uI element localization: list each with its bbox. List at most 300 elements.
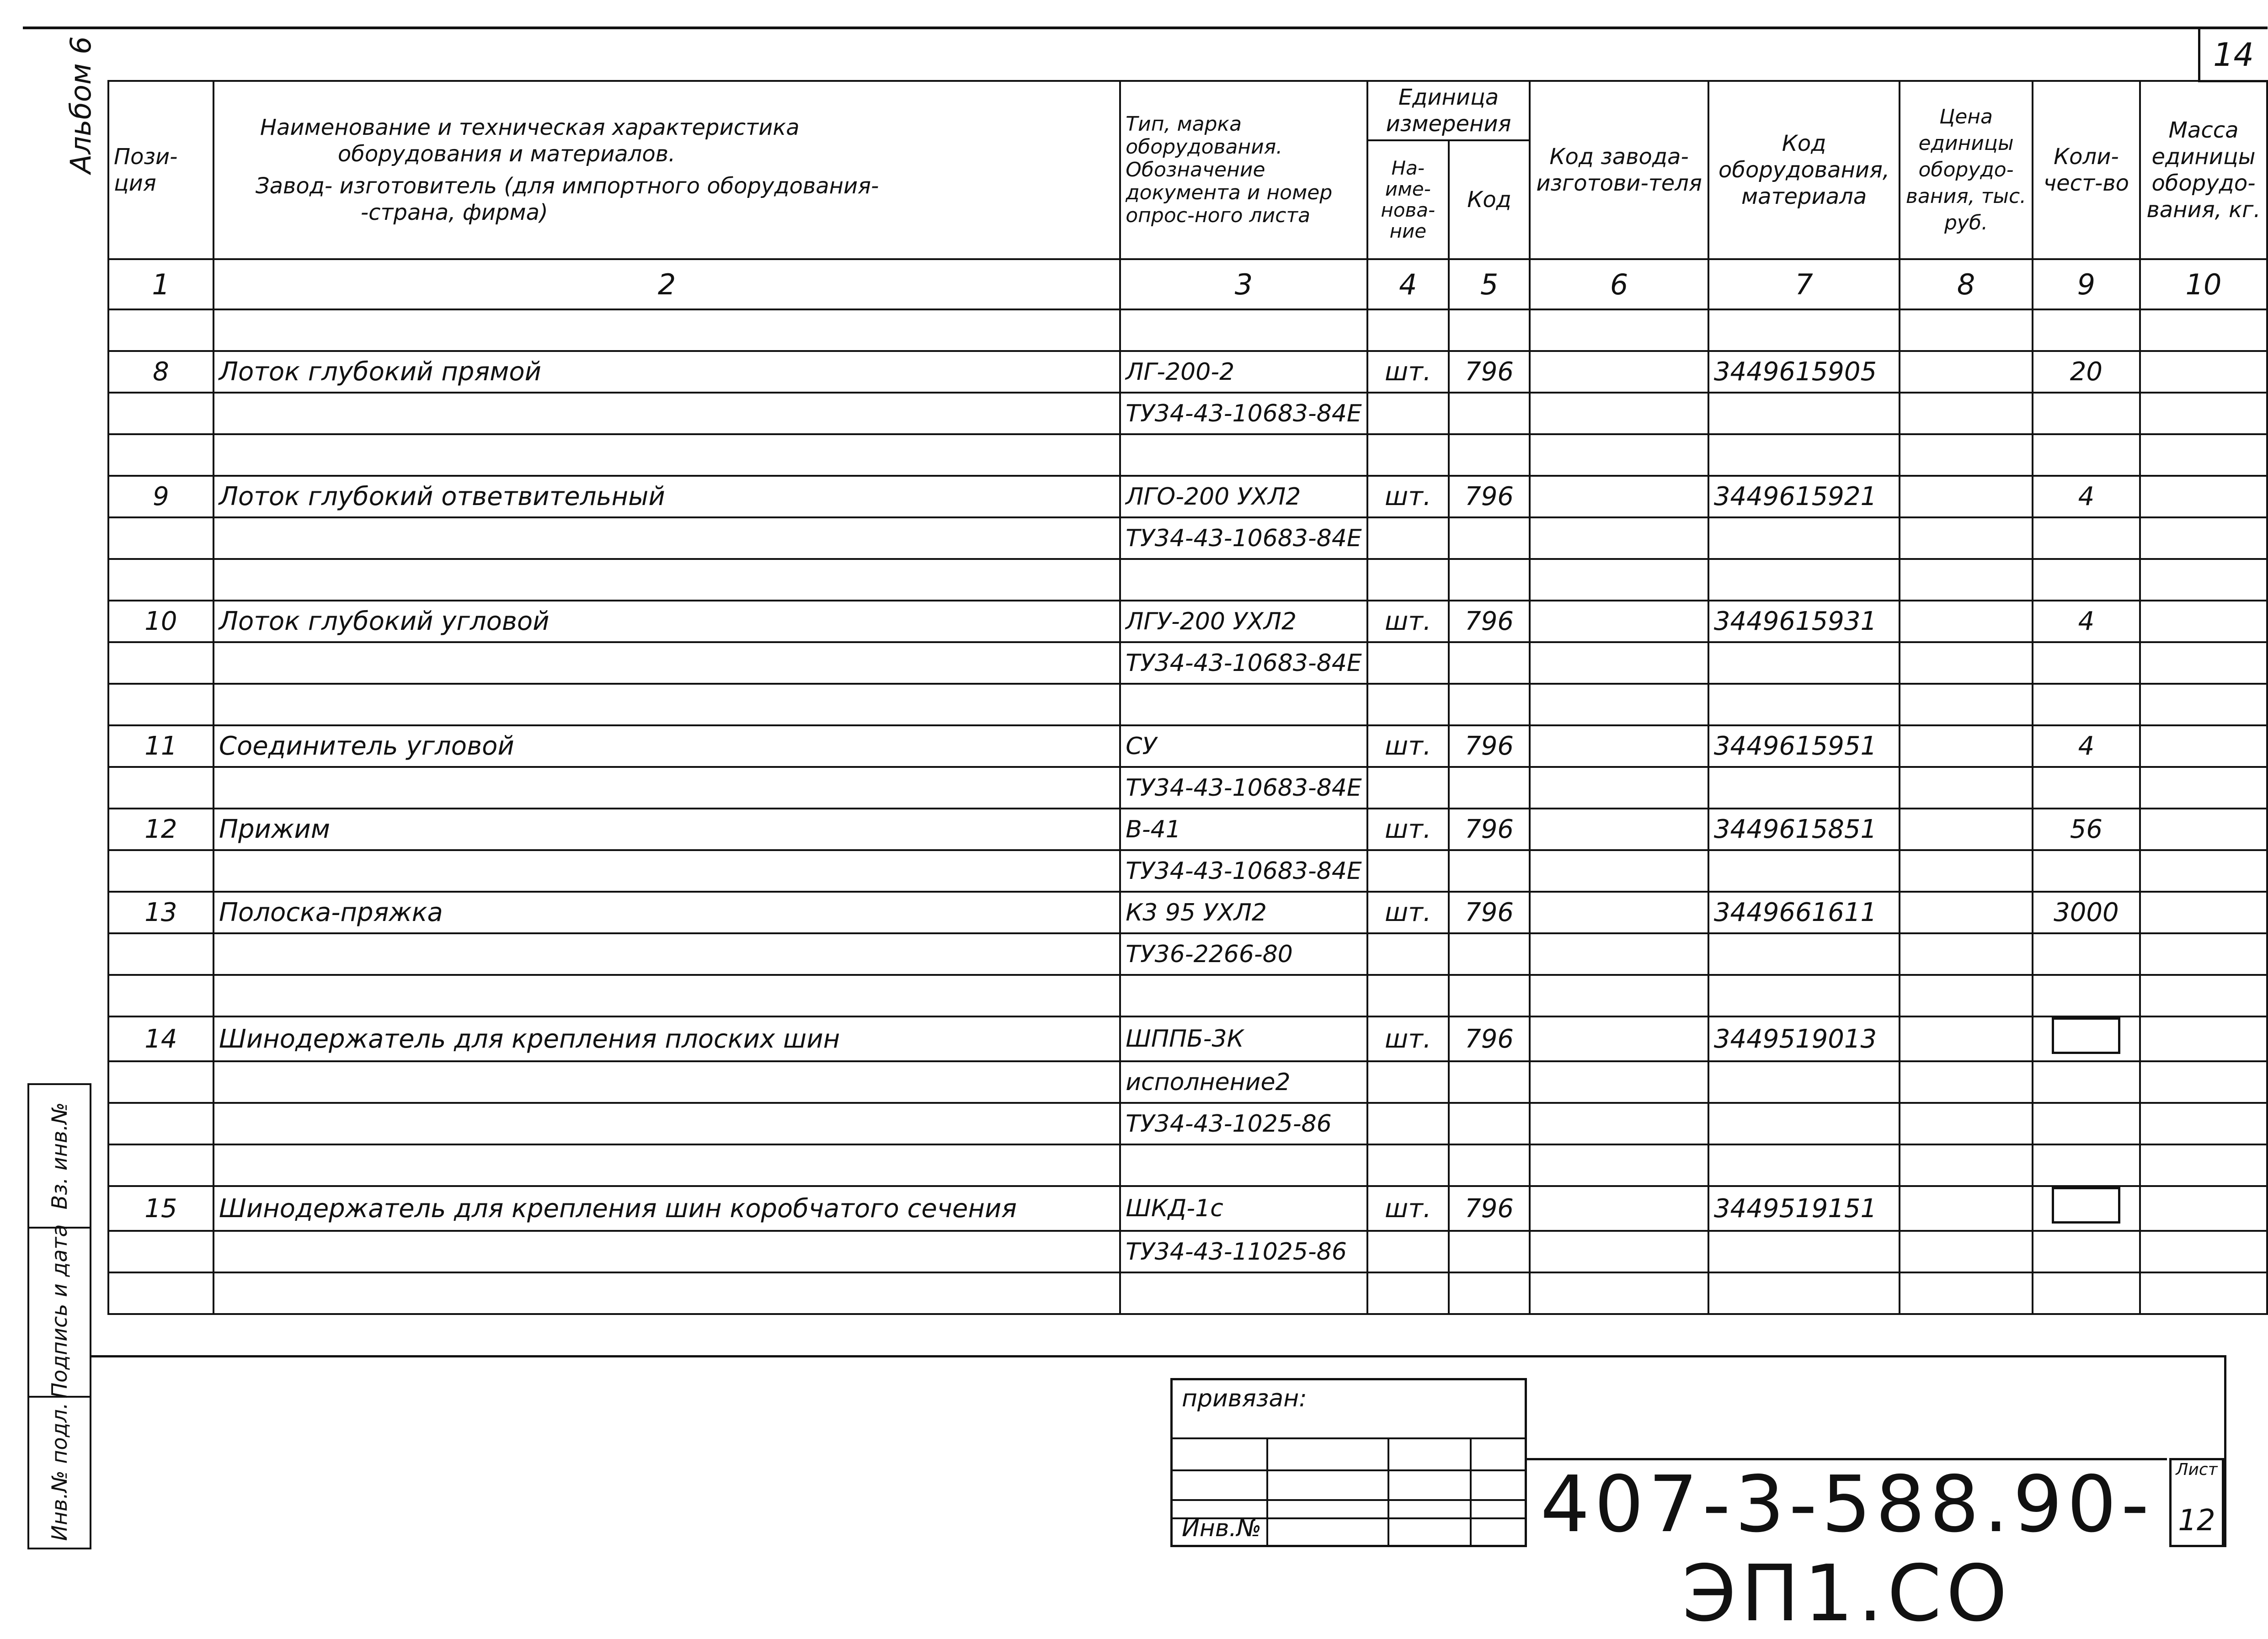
- cell-unit: [1367, 1061, 1449, 1103]
- column-number-7: 7: [1708, 259, 1900, 309]
- cell-name: [213, 309, 1120, 351]
- cell-unit: [1367, 517, 1449, 559]
- cell-unit: [1367, 434, 1449, 476]
- empty-quantity-box: [2052, 1187, 2120, 1224]
- cell-factory: [1530, 434, 1708, 476]
- cell-code: 796: [1449, 725, 1530, 767]
- table-row: [108, 1144, 2267, 1186]
- cell-qty: [2033, 1103, 2140, 1144]
- cell-code: 796: [1449, 351, 1530, 393]
- cell-unit: [1367, 767, 1449, 809]
- table-row: [108, 1231, 2267, 1272]
- cell-mass: [2140, 1186, 2267, 1231]
- cell-qty: [2033, 975, 2140, 1016]
- cell-mass: [2140, 1231, 2267, 1272]
- cell-factory: [1530, 1186, 1708, 1231]
- right-border-line: [2224, 1355, 2226, 1547]
- cell-qty: [2033, 850, 2140, 892]
- cell-unit: [1367, 642, 1449, 684]
- cell-qty: [2033, 1231, 2140, 1272]
- cell-equip: 3449519013: [1708, 1016, 1900, 1061]
- cell-unit: шт.: [1367, 809, 1449, 850]
- cell-pos: [108, 517, 213, 559]
- cell-name: [213, 434, 1120, 476]
- cell-price: [1900, 517, 2032, 559]
- cell-factory: [1530, 809, 1708, 850]
- header-name: Наименование и техническая характеристика оборудования и материалов. Завод- изготовитель (для импортного оборудования- -страна, фирма): [213, 81, 1120, 259]
- cell-equip: [1708, 309, 1900, 351]
- cell-pos: [108, 1103, 213, 1144]
- cell-code: [1449, 309, 1530, 351]
- cell-unit: [1367, 1103, 1449, 1144]
- cell-mass: [2140, 642, 2267, 684]
- table-row: [108, 725, 2267, 767]
- cell-equip: 3449661611: [1708, 892, 1900, 933]
- cell-type: ТУ34-43-10683-84Е: [1120, 642, 1367, 684]
- cell-factory: [1530, 1061, 1708, 1103]
- cell-price: [1900, 767, 2032, 809]
- cell-price: [1900, 642, 2032, 684]
- cell-mass: [2140, 1144, 2267, 1186]
- cell-type: [1120, 434, 1367, 476]
- cell-pos: [108, 1231, 213, 1272]
- column-number-5: 5: [1449, 259, 1530, 309]
- cell-name: [213, 933, 1120, 975]
- cell-unit: шт.: [1367, 601, 1449, 642]
- cell-factory: [1530, 975, 1708, 1016]
- cell-name: Лоток глубокий прямой: [213, 351, 1120, 393]
- cell-pos: [108, 933, 213, 975]
- cell-name: Полоска-пряжка: [213, 892, 1120, 933]
- cell-unit: шт.: [1367, 725, 1449, 767]
- cell-name: Лоток глубокий угловой: [213, 601, 1120, 642]
- cell-price: [1900, 892, 2032, 933]
- cell-factory: [1530, 559, 1708, 601]
- table-row: [108, 434, 2267, 476]
- cell-code: [1449, 393, 1530, 434]
- table-row: [108, 809, 2267, 850]
- cell-code: [1449, 1061, 1530, 1103]
- cell-name: [213, 1103, 1120, 1144]
- cell-unit: шт.: [1367, 892, 1449, 933]
- cell-code: [1449, 684, 1530, 725]
- binding-block: [1170, 1378, 1527, 1547]
- cell-mass: [2140, 393, 2267, 434]
- cell-qty: 4: [2033, 476, 2140, 517]
- cell-unit: шт.: [1367, 476, 1449, 517]
- top-sheet-number: 14: [2198, 27, 2267, 82]
- cell-price: [1900, 933, 2032, 975]
- cell-equip: [1708, 642, 1900, 684]
- cell-factory: [1530, 517, 1708, 559]
- cell-factory: [1530, 476, 1708, 517]
- cell-unit: [1367, 309, 1449, 351]
- table-row: [108, 1186, 2267, 1231]
- header-type: Тип, марка оборудования. Обозначение документа и номер опрос-ного листа: [1120, 81, 1367, 259]
- cell-qty: [2033, 434, 2140, 476]
- cell-type: К3 95 УХЛ2: [1120, 892, 1367, 933]
- header-unit-code: Код: [1449, 140, 1530, 259]
- cell-code: 796: [1449, 892, 1530, 933]
- cell-unit: шт.: [1367, 1016, 1449, 1061]
- cell-mass: [2140, 933, 2267, 975]
- cell-qty: [2033, 1186, 2140, 1231]
- cell-code: 796: [1449, 476, 1530, 517]
- cell-factory: [1530, 351, 1708, 393]
- left-side-stamp: [27, 1083, 91, 1549]
- column-number-6: 6: [1530, 259, 1708, 309]
- cell-qty: 56: [2033, 809, 2140, 850]
- table-row: [108, 351, 2267, 393]
- column-number-row: [108, 259, 2267, 309]
- cell-mass: [2140, 351, 2267, 393]
- column-number-10: 10: [2140, 259, 2267, 309]
- cell-qty: [2033, 1061, 2140, 1103]
- cell-equip: [1708, 1061, 1900, 1103]
- cell-mass: [2140, 476, 2267, 517]
- cell-price: [1900, 1103, 2032, 1144]
- cell-price: [1900, 309, 2032, 351]
- cell-unit: [1367, 684, 1449, 725]
- cell-mass: [2140, 1061, 2267, 1103]
- cell-code: [1449, 642, 1530, 684]
- header-unit-group: Единица измерения: [1367, 81, 1530, 140]
- cell-price: [1900, 434, 2032, 476]
- cell-equip: [1708, 1144, 1900, 1186]
- cell-type: [1120, 684, 1367, 725]
- cell-pos: 15: [108, 1186, 213, 1231]
- cell-mass: [2140, 309, 2267, 351]
- empty-quantity-box: [2052, 1017, 2120, 1054]
- cell-price: [1900, 393, 2032, 434]
- cell-name: [213, 393, 1120, 434]
- cell-factory: [1530, 1272, 1708, 1314]
- sheet-number: 12: [2178, 1504, 2215, 1538]
- cell-equip: 3449615905: [1708, 351, 1900, 393]
- cell-price: [1900, 351, 2032, 393]
- table-row: [108, 1061, 2267, 1103]
- cell-equip: [1708, 850, 1900, 892]
- cell-pos: [108, 767, 213, 809]
- cell-qty: 4: [2033, 601, 2140, 642]
- cell-price: [1900, 809, 2032, 850]
- cell-price: [1900, 1144, 2032, 1186]
- cell-equip: [1708, 517, 1900, 559]
- cell-name: [213, 850, 1120, 892]
- cell-factory: [1530, 767, 1708, 809]
- cell-equip: 3449615921: [1708, 476, 1900, 517]
- cell-name: [213, 642, 1120, 684]
- table-row: [108, 684, 2267, 725]
- cell-name: [213, 517, 1120, 559]
- sheet-label: Лист: [2176, 1460, 2218, 1479]
- cell-type: ТУ34-43-10683-84Е: [1120, 850, 1367, 892]
- cell-pos: [108, 975, 213, 1016]
- bound-label: привязан:: [1182, 1385, 1307, 1412]
- cell-factory: [1530, 1016, 1708, 1061]
- cell-equip: [1708, 933, 1900, 975]
- cell-type: ТУ34-43-1025-86: [1120, 1103, 1367, 1144]
- cell-name: Прижим: [213, 809, 1120, 850]
- cell-code: [1449, 559, 1530, 601]
- cell-pos: 12: [108, 809, 213, 850]
- cell-type: ЛГО-200 УХЛ2: [1120, 476, 1367, 517]
- column-number-4: 4: [1367, 259, 1449, 309]
- cell-equip: 3449615951: [1708, 725, 1900, 767]
- cell-type: ТУ34-43-10683-84Е: [1120, 393, 1367, 434]
- cell-factory: [1530, 892, 1708, 933]
- cell-unit: шт.: [1367, 1186, 1449, 1231]
- top-border-line: [23, 27, 2268, 29]
- cell-mass: [2140, 767, 2267, 809]
- cell-name: Соединитель угловой: [213, 725, 1120, 767]
- album-label: Альбом 6: [64, 36, 97, 174]
- cell-factory: [1530, 601, 1708, 642]
- cell-mass: [2140, 1272, 2267, 1314]
- cell-mass: [2140, 892, 2267, 933]
- cell-qty: [2033, 1016, 2140, 1061]
- cell-price: [1900, 684, 2032, 725]
- cell-mass: [2140, 517, 2267, 559]
- cell-qty: [2033, 559, 2140, 601]
- cell-pos: [108, 559, 213, 601]
- cell-unit: [1367, 1272, 1449, 1314]
- cell-qty: 4: [2033, 725, 2140, 767]
- table-row: [108, 1016, 2267, 1061]
- header-quantity: Коли-чест-во: [2033, 81, 2140, 259]
- cell-equip: 3449615931: [1708, 601, 1900, 642]
- cell-mass: [2140, 975, 2267, 1016]
- cell-pos: [108, 642, 213, 684]
- cell-pos: [108, 850, 213, 892]
- cell-name: Шинодержатель для крепления плоских шин: [213, 1016, 1120, 1061]
- cell-type: исполнение2: [1120, 1061, 1367, 1103]
- cell-factory: [1530, 1144, 1708, 1186]
- cell-price: [1900, 850, 2032, 892]
- cell-unit: [1367, 933, 1449, 975]
- cell-mass: [2140, 725, 2267, 767]
- cell-type: ТУ36-2266-80: [1120, 933, 1367, 975]
- cell-mass: [2140, 434, 2267, 476]
- cell-code: [1449, 434, 1530, 476]
- cell-mass: [2140, 809, 2267, 850]
- cell-name: Шинодержатель для крепления шин коробчатого сечения: [213, 1186, 1120, 1231]
- header-mass: Масса единицы оборудо-вания, кг.: [2140, 81, 2267, 259]
- cell-factory: [1530, 684, 1708, 725]
- stamp-inv-original: Инв.№ подл.: [47, 1402, 72, 1541]
- cell-type: ЛГ-200-2: [1120, 351, 1367, 393]
- cell-name: [213, 1231, 1120, 1272]
- table-row: [108, 601, 2267, 642]
- stamp-replaced-inv: Вз. инв.№: [29, 1085, 90, 1229]
- column-number-1: 1: [108, 259, 213, 309]
- cell-type: СУ: [1120, 725, 1367, 767]
- cell-qty: [2033, 767, 2140, 809]
- cell-code: 796: [1449, 1016, 1530, 1061]
- cell-pos: 13: [108, 892, 213, 933]
- cell-equip: [1708, 1272, 1900, 1314]
- cell-equip: 3449519151: [1708, 1186, 1900, 1231]
- cell-code: 796: [1449, 601, 1530, 642]
- cell-code: [1449, 933, 1530, 975]
- table-row: [108, 559, 2267, 601]
- cell-factory: [1530, 309, 1708, 351]
- cell-name: [213, 559, 1120, 601]
- cell-type: ТУ34-43-10683-84Е: [1120, 767, 1367, 809]
- header-factory-code: Код завода-изготови-теля: [1530, 81, 1708, 259]
- cell-code: [1449, 1231, 1530, 1272]
- cell-mass: [2140, 559, 2267, 601]
- cell-qty: 3000: [2033, 892, 2140, 933]
- cell-factory: [1530, 725, 1708, 767]
- cell-code: [1449, 975, 1530, 1016]
- cell-unit: [1367, 1144, 1449, 1186]
- table-row: [108, 975, 2267, 1016]
- cell-price: [1900, 601, 2032, 642]
- cell-type: В-41: [1120, 809, 1367, 850]
- cell-type: ЛГУ-200 УХЛ2: [1120, 601, 1367, 642]
- table-row: [108, 892, 2267, 933]
- cell-code: [1449, 850, 1530, 892]
- cell-price: [1900, 1272, 2032, 1314]
- cell-pos: [108, 1061, 213, 1103]
- cell-type: [1120, 1272, 1367, 1314]
- cell-type: ШППБ-3К: [1120, 1016, 1367, 1061]
- cell-pos: 11: [108, 725, 213, 767]
- cell-pos: 14: [108, 1016, 213, 1061]
- cell-qty: [2033, 684, 2140, 725]
- cell-factory: [1530, 933, 1708, 975]
- cell-mass: [2140, 601, 2267, 642]
- cell-factory: [1530, 1231, 1708, 1272]
- cell-name: [213, 767, 1120, 809]
- cell-name: [213, 1061, 1120, 1103]
- cell-qty: [2033, 1272, 2140, 1314]
- cell-factory: [1530, 393, 1708, 434]
- cell-unit: [1367, 975, 1449, 1016]
- column-number-3: 3: [1120, 259, 1367, 309]
- cell-type: [1120, 309, 1367, 351]
- cell-code: [1449, 1272, 1530, 1314]
- cell-equip: [1708, 1103, 1900, 1144]
- cell-equip: [1708, 434, 1900, 476]
- cell-name: [213, 684, 1120, 725]
- table-row: [108, 476, 2267, 517]
- cell-type: [1120, 975, 1367, 1016]
- cell-price: [1900, 1061, 2032, 1103]
- table-row: [108, 1272, 2267, 1314]
- cell-code: 796: [1449, 1186, 1530, 1231]
- cell-price: [1900, 1231, 2032, 1272]
- cell-pos: [108, 1272, 213, 1314]
- cell-factory: [1530, 850, 1708, 892]
- header-position: Пози- ция: [108, 81, 213, 259]
- cell-unit: шт.: [1367, 351, 1449, 393]
- stamp-signature-date: Подпись и дата: [29, 1227, 90, 1398]
- cell-type: ШКД-1с: [1120, 1186, 1367, 1231]
- cell-equip: [1708, 1231, 1900, 1272]
- cell-name: [213, 1144, 1120, 1186]
- cell-factory: [1530, 1103, 1708, 1144]
- column-number-9: 9: [2033, 259, 2140, 309]
- table-row: [108, 393, 2267, 434]
- cell-qty: [2033, 933, 2140, 975]
- specification-table: [107, 80, 2268, 1315]
- cell-pos: [108, 434, 213, 476]
- cell-pos: 8: [108, 351, 213, 393]
- column-number-8: 8: [1900, 259, 2032, 309]
- table-row: [108, 933, 2267, 975]
- cell-price: [1900, 1016, 2032, 1061]
- cell-equip: [1708, 393, 1900, 434]
- cell-equip: [1708, 684, 1900, 725]
- cell-qty: [2033, 517, 2140, 559]
- cell-pos: 10: [108, 601, 213, 642]
- header-unit-name: На-име-нова-ние: [1367, 140, 1449, 259]
- cell-mass: [2140, 1016, 2267, 1061]
- cell-price: [1900, 975, 2032, 1016]
- table-row: [108, 767, 2267, 809]
- cell-name: [213, 975, 1120, 1016]
- cell-pos: 9: [108, 476, 213, 517]
- cell-pos: [108, 684, 213, 725]
- cell-equip: 3449615851: [1708, 809, 1900, 850]
- table-row: [108, 517, 2267, 559]
- cell-price: [1900, 476, 2032, 517]
- cell-equip: [1708, 559, 1900, 601]
- cell-unit: [1367, 1231, 1449, 1272]
- cell-pos: [108, 309, 213, 351]
- cell-qty: 20: [2033, 351, 2140, 393]
- cell-unit: [1367, 850, 1449, 892]
- table-row: [108, 1103, 2267, 1144]
- cell-qty: [2033, 1144, 2140, 1186]
- cell-code: 796: [1449, 809, 1530, 850]
- cell-type: ТУ34-43-11025-86: [1120, 1231, 1367, 1272]
- cell-code: [1449, 1144, 1530, 1186]
- cell-mass: [2140, 684, 2267, 725]
- cell-pos: [108, 393, 213, 434]
- cell-price: [1900, 559, 2032, 601]
- cell-type: [1120, 1144, 1367, 1186]
- cell-equip: [1708, 767, 1900, 809]
- cell-equip: [1708, 975, 1900, 1016]
- cell-qty: [2033, 642, 2140, 684]
- cell-unit: [1367, 559, 1449, 601]
- header-equipment-code: Код оборудования, материала: [1708, 81, 1900, 259]
- table-bottom-line: [91, 1355, 2226, 1357]
- column-number-2: 2: [213, 259, 1120, 309]
- cell-mass: [2140, 850, 2267, 892]
- document-code: 407-3-588.90-ЭП1.СО: [1527, 1458, 2167, 1549]
- cell-name: [213, 1272, 1120, 1314]
- cell-unit: [1367, 393, 1449, 434]
- table-row: [108, 642, 2267, 684]
- header-price: Цена единицы оборудо-вания, тыс. руб.: [1900, 81, 2032, 259]
- cell-type: [1120, 559, 1367, 601]
- cell-code: [1449, 767, 1530, 809]
- cell-qty: [2033, 309, 2140, 351]
- cell-mass: [2140, 1103, 2267, 1144]
- cell-name: Лоток глубокий ответвительный: [213, 476, 1120, 517]
- table-row: [108, 850, 2267, 892]
- cell-type: ТУ34-43-10683-84Е: [1120, 517, 1367, 559]
- cell-pos: [108, 1144, 213, 1186]
- inv-label: Инв.№: [1182, 1515, 1262, 1542]
- cell-price: [1900, 725, 2032, 767]
- cell-qty: [2033, 393, 2140, 434]
- table-row: [108, 309, 2267, 351]
